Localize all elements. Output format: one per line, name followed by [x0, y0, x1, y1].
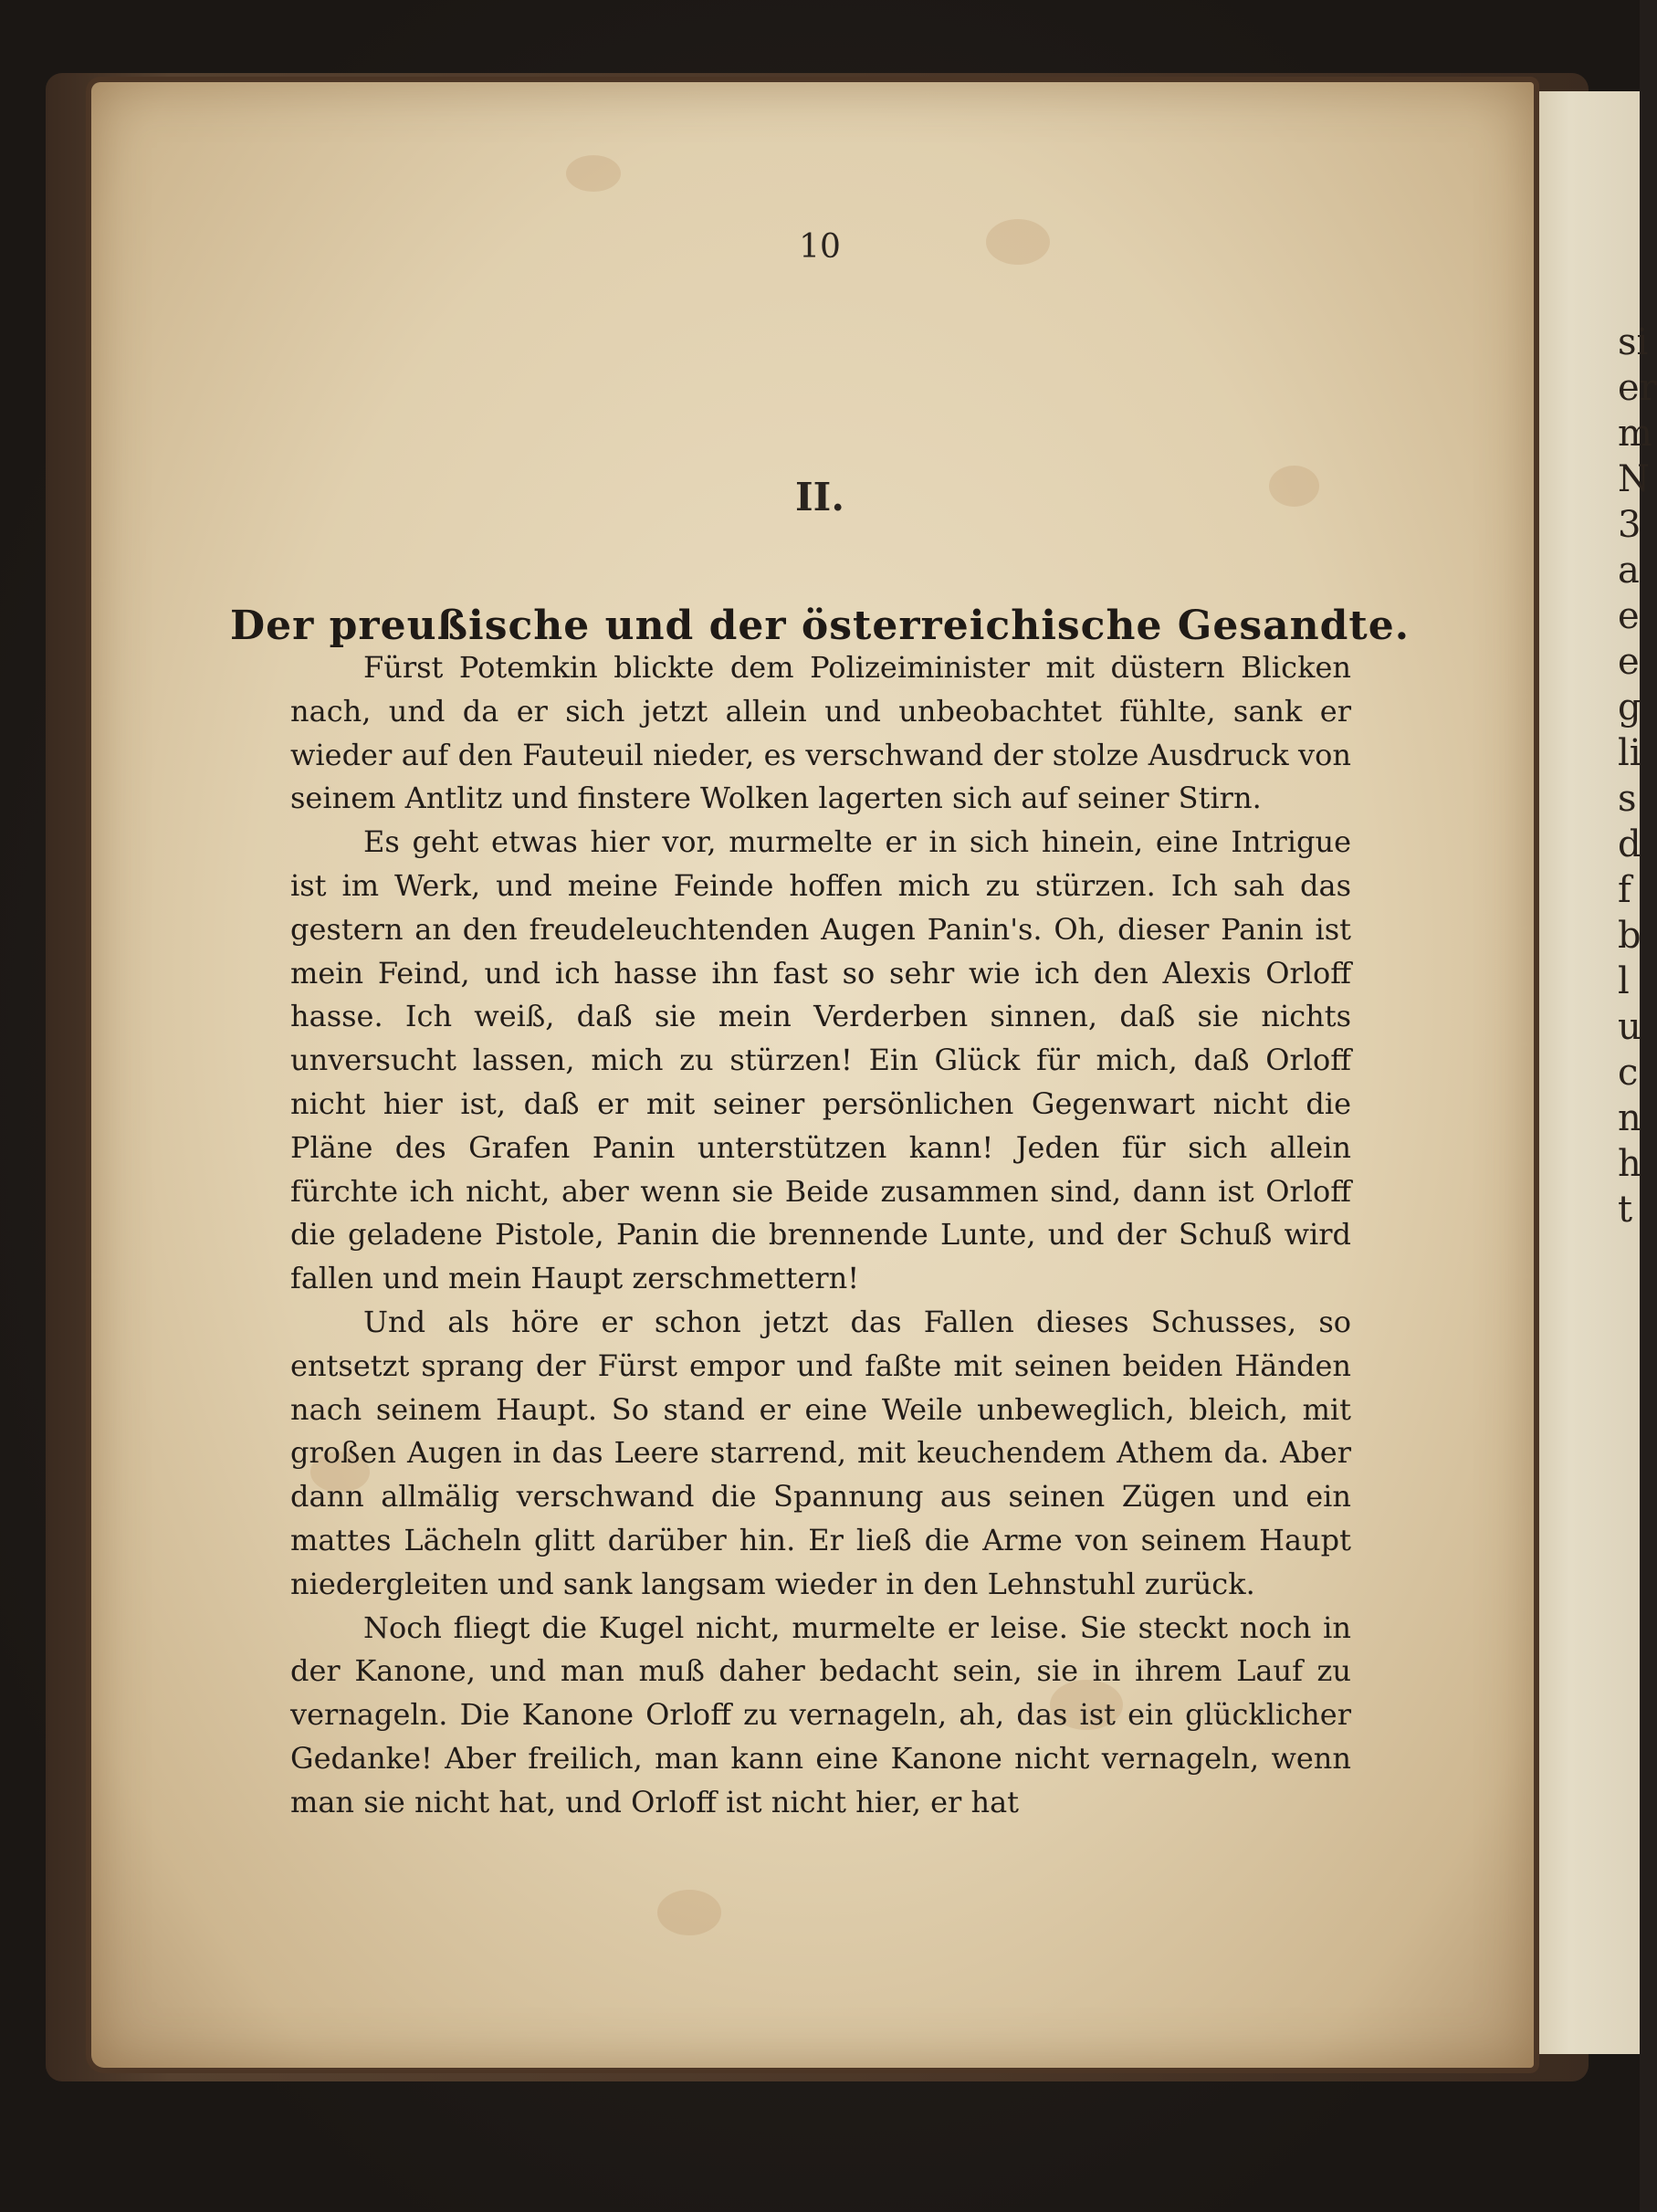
page-number: 10 — [799, 228, 841, 266]
facing-fragment: u — [1618, 1006, 1641, 1048]
paragraph: Noch fliegt die Kugel nicht, murmelte er leise. Sie steckt noch in der Kanone, und man muß daher bedacht sein, sie in ihrem Lauf zu vernageln. Die Kanone Orloff zu vernageln, ah, das ist ein glücklicher Gedanke! Aber freilich, man kann eine Kanone nicht vernageln, wenn man sie nicht hat, und Orloff ist nicht hier, er hat — [290, 1609, 1351, 1819]
chapter-body — [290, 646, 1351, 1825]
facing-fragment: li — [1618, 732, 1641, 774]
paragraph: Und als höre er schon jetzt das Fallen dieses Schusses, so entsetzt sprang der Fürst empor und faßte mit seinen beiden Händen nach seinem Haupt. So stand er eine Weile unbeweglich, bleich, mit großen Augen in das Leere starrend, mit keuchendem Athem da. Aber dann allmälig verschwand die Spannung aus seinen Zügen und ein mattes Lächeln glitt darüber hin. Er ließ die Arme von seinem Haupt niedergleiten und sank langsam wieder in den Lehnstuhl zurück. — [290, 1304, 1351, 1601]
facing-fragment: d — [1618, 823, 1641, 865]
paragraph: Fürst Potemkin blickte dem Polizeiminister mit düstern Blicken nach, und da er sich jetzt allein und unbeobachtet fühlte, sank er wieder auf den Fauteuil nieder, es verschwand der stolze Ausdruck von seinem Antlitz und finstere Wolken lagerten sich auf seiner Stirn. — [290, 650, 1351, 816]
chapter-title: Der preußische und der österreichische Gesandte. — [229, 603, 1411, 649]
facing-fragment: l — [1618, 960, 1630, 1002]
facing-fragment: n — [1618, 1097, 1641, 1139]
facing-fragment: er — [1618, 367, 1657, 409]
facing-fragment: N — [1618, 458, 1650, 500]
facing-fragment: c — [1618, 1052, 1639, 1094]
facing-fragment: e — [1618, 641, 1640, 683]
facing-fragment: a — [1618, 550, 1640, 592]
facing-fragment: e — [1618, 595, 1640, 637]
chapter-number: II. — [795, 475, 844, 519]
facing-fragment: g — [1618, 687, 1641, 729]
facing-fragment: si — [1618, 321, 1649, 363]
facing-fragment: t — [1618, 1189, 1633, 1231]
facing-fragment: h — [1618, 1143, 1641, 1185]
facing-fragment: 3 — [1618, 504, 1641, 546]
paragraph: Es geht etwas hier vor, murmelte er in sich hinein, eine Intrigue ist im Werk, und meine Feinde hoffen mich zu stürzen. Ich sah das gestern an den freudeleuchtenden Augen Panin's. Oh, dieser Panin ist mein Feind, und ich hasse ihn fast so sehr wie ich den Alexis Orloff hasse. Ich weiß, daß sie mein Verderben sinnen, daß sie nichts unversucht lassen, mich zu stürzen! Ein Glück für mich, daß Orloff nicht hier ist, daß er mit seiner persönlichen Gegenwart nicht die Pläne des Grafen Panin unterstützen kann! Jeden für sich allein fürchte ich nicht, aber wenn sie Beide zusammen sind, dann ist Orloff die geladene Pistole, Panin die brennende Lunte, und der Schuß wird fallen und mein Haupt zerschmettern! — [290, 824, 1351, 1296]
facing-fragment: m — [1618, 413, 1652, 455]
facing-fragment: f — [1618, 869, 1631, 911]
foxing-stain — [657, 1890, 721, 1935]
facing-fragment: s — [1618, 778, 1637, 820]
facing-fragment: b — [1618, 915, 1641, 957]
foxing-stain — [566, 155, 621, 192]
